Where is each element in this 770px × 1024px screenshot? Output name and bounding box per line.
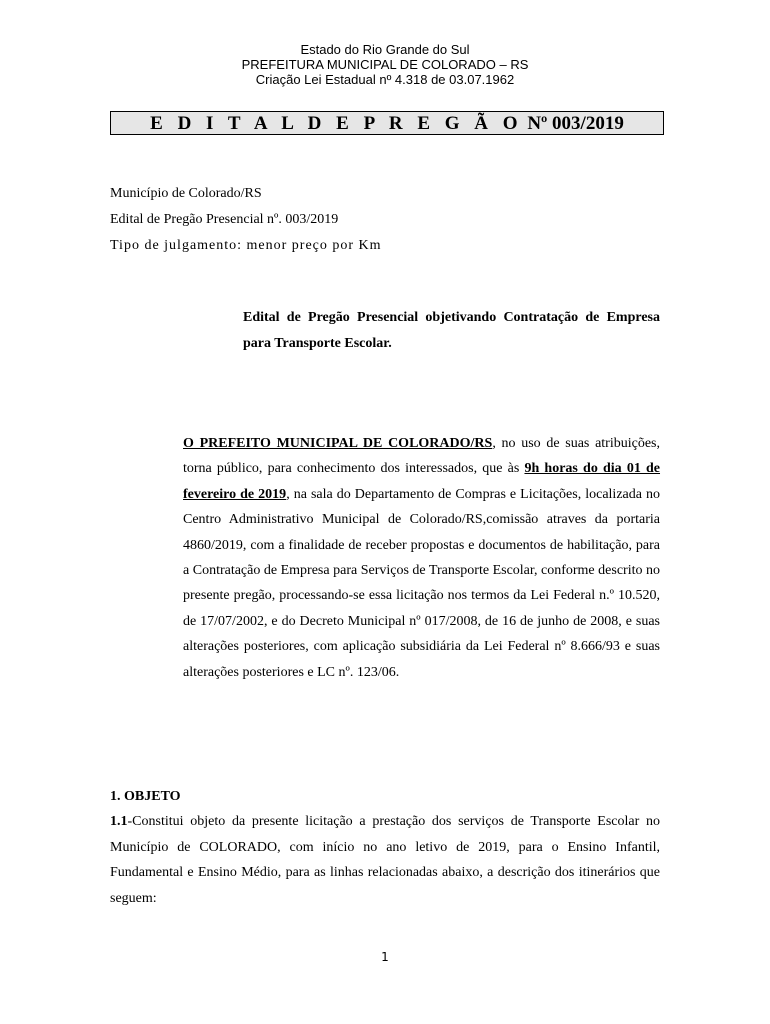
edital-title — [110, 111, 664, 135]
edital-title-number: Nº 003/2019 — [527, 113, 624, 134]
edital-title-prefix: E D I T A L D E P R E G Ã O — [150, 113, 523, 134]
intro-paragraph — [183, 431, 660, 685]
document-header — [0, 42, 770, 87]
section-heading: 1. OBJETO — [110, 789, 181, 804]
meta-municipio: Município de Colorado/RS — [110, 186, 262, 201]
header-prefecture: PREFEITURA MUNICIPAL DE COLORADO – RS — [241, 57, 529, 72]
header-state: Estado do Rio Grande do Sul — [300, 42, 470, 57]
prefeito-heading: O PREFEITO MUNICIPAL DE COLORADO/RS — [183, 436, 493, 451]
header-creation-law: Criação Lei Estadual nº 4.318 de 03.07.1962 — [255, 72, 515, 87]
intro-part1: , no uso de suas atribuições, torna público, para conhecimento dos interessados, que às — [183, 436, 660, 477]
meta-edital: Edital de Pregão Presencial nº. 003/2019 — [110, 212, 339, 227]
intro-part2: , na sala do Departamento de Compras e Licitações, localizada no Centro Administrativo Municipal de Colorado/RS,comissão atraves da portaria 4860/2019, com a finalidade de receber propostas e documentos de habilitação, para a Contratação de Empresa para Serviços de Transporte Escolar, conforme descrito no presente pregão, processando-se essa licitação nos termos da Lei Federal n.º 10.520, de 17/07/2002, e do Decreto Municipal nº 017/2008, de 16 de junho de 2008, e suas alterações posteriores, com aplicação subsidiária da Lei Federal nº 8.666/93 e suas alterações posteriores e LC nº. 123/06. — [183, 486, 660, 680]
meta-julgamento: Tipo de julgamento: menor preço por Km — [110, 238, 382, 253]
section-item — [110, 809, 660, 911]
section-objeto — [110, 784, 660, 911]
intro-datetime: 9h horas do dia 01 de fevereiro de 2019 — [183, 461, 661, 502]
page-number: 1 — [381, 950, 389, 964]
edital-summary: Edital de Pregão Presencial objetivando Contratação de Empresa para Transporte Escolar. — [243, 310, 660, 351]
item-number: 1.1 — [110, 814, 128, 830]
item-text: -Constitui objeto da presente licitação a prestação dos serviços de Transporte Escolar no Município de COLORADO, com início no ano letivo de 2019, para o Ensino Infantil, Fundamental e Ensino Médio, para as linhas relacionadas abaixo, a descrição dos itinerários que seguem: — [110, 814, 660, 906]
edital-meta — [110, 181, 382, 259]
